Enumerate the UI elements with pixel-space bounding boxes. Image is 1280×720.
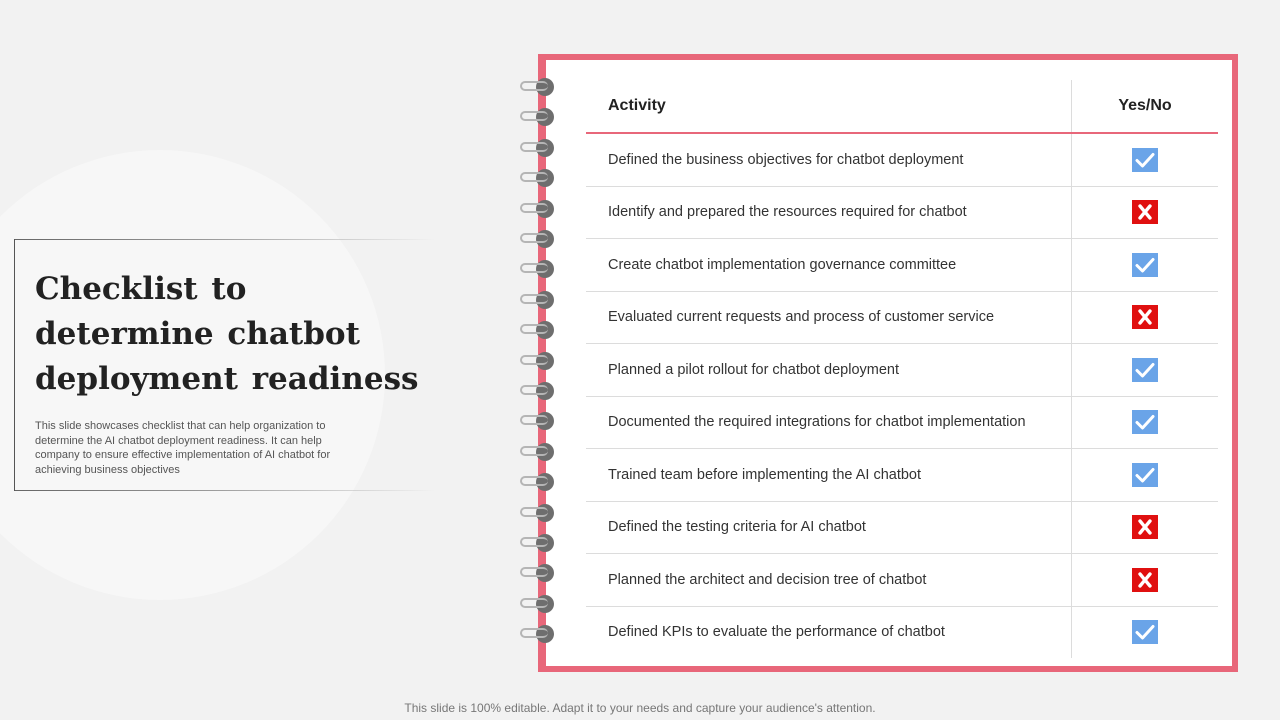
status-cell <box>1072 291 1219 344</box>
spiral-ring <box>520 504 554 522</box>
status-cell <box>1072 239 1219 292</box>
column-header-activity: Activity <box>586 80 1072 133</box>
activity-cell: Defined the testing criteria for AI chatbot <box>586 501 1072 554</box>
status-cell <box>1072 133 1219 186</box>
spiral-ring <box>520 564 554 582</box>
spiral-ring <box>520 412 554 430</box>
status-cell <box>1072 344 1219 397</box>
check-icon <box>1132 410 1158 434</box>
table-header-row <box>586 80 1218 133</box>
activity-cell: Identify and prepared the resources required for chatbot <box>586 186 1072 239</box>
activity-cell: Defined the business objectives for chatbot deployment <box>586 133 1072 186</box>
spiral-ring <box>520 443 554 461</box>
table-row <box>586 449 1218 502</box>
cross-icon <box>1132 515 1158 539</box>
footer-note: This slide is 100% editable. Adapt it to your needs and capture your audience's attention. <box>404 701 876 715</box>
status-cell <box>1072 554 1219 607</box>
activity-cell: Planned a pilot rollout for chatbot deployment <box>586 344 1072 397</box>
check-icon <box>1132 253 1158 277</box>
check-icon <box>1132 358 1158 382</box>
checklist-table <box>586 80 1218 658</box>
check-icon <box>1132 463 1158 487</box>
cross-icon <box>1132 305 1158 329</box>
status-cell <box>1072 449 1219 502</box>
activity-cell: Trained team before implementing the AI chatbot <box>586 449 1072 502</box>
spiral-ring <box>520 230 554 248</box>
spiral-ring <box>520 321 554 339</box>
spiral-ring <box>520 108 554 126</box>
spiral-ring <box>520 78 554 96</box>
spiral-ring <box>520 473 554 491</box>
spiral-ring <box>520 352 554 370</box>
spiral-ring <box>520 534 554 552</box>
status-cell <box>1072 606 1219 658</box>
spiral-ring <box>520 200 554 218</box>
table-row <box>586 291 1218 344</box>
table-row <box>586 606 1218 658</box>
slide-description: This slide showcases checklist that can help organization to determine the AI chatbot deployment readiness. It can help company to ensure effective implementation of AI chatbot for achieving business objectives <box>35 420 331 476</box>
divider-top <box>15 239 435 240</box>
activity-cell: Planned the architect and decision tree of chatbot <box>586 554 1072 607</box>
table-row <box>586 133 1218 186</box>
table-row <box>586 344 1218 397</box>
table-row <box>586 554 1218 607</box>
cross-icon <box>1132 200 1158 224</box>
activity-cell: Defined KPIs to evaluate the performance of chatbot <box>608 624 945 641</box>
status-cell <box>1072 186 1219 239</box>
activity-cell: Create chatbot implementation governance committee <box>586 239 1072 292</box>
status-cell <box>1072 396 1219 449</box>
spiral-ring <box>520 169 554 187</box>
title-panel <box>14 239 435 491</box>
spiral-ring <box>520 382 554 400</box>
cross-icon <box>1132 568 1158 592</box>
column-header-yes-no: Yes/No <box>1072 80 1219 133</box>
spiral-ring <box>520 595 554 613</box>
table-row <box>586 239 1218 292</box>
spiral-ring <box>520 139 554 157</box>
spiral-ring <box>520 260 554 278</box>
slide-title: Checklist to determine chatbot deployment readiness <box>35 271 419 397</box>
divider-bottom <box>15 490 435 491</box>
table-row <box>586 501 1218 554</box>
status-cell <box>1072 501 1219 554</box>
check-icon <box>1132 148 1158 172</box>
table-row <box>586 186 1218 239</box>
activity-cell: Documented the required integrations for chatbot implementation <box>586 396 1072 449</box>
notebook-panel <box>538 54 1238 672</box>
table-row <box>586 396 1218 449</box>
check-icon <box>1132 620 1158 644</box>
activity-cell: Evaluated current requests and process of customer service <box>586 291 1072 344</box>
spiral-ring <box>520 291 554 309</box>
spiral-ring <box>520 625 554 643</box>
